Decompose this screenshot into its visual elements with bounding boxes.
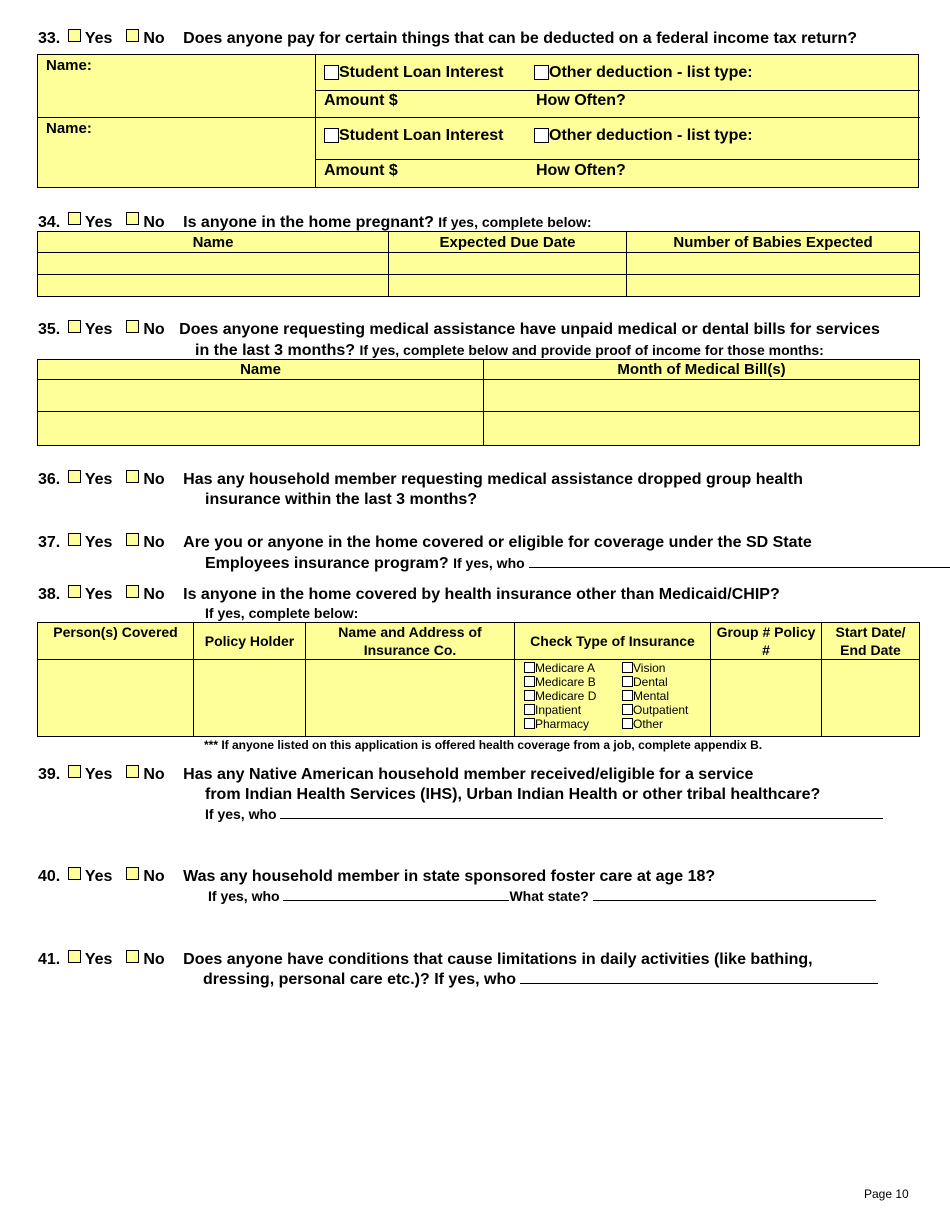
q35-header-name: Name bbox=[38, 360, 484, 380]
q38-type-option[interactable]: Outpatient bbox=[622, 703, 688, 717]
q33-yes-checkbox[interactable] bbox=[68, 29, 81, 42]
q33-name-label-1: Name: bbox=[46, 57, 92, 74]
q38-number: 38. bbox=[38, 586, 61, 603]
q40-line2 bbox=[208, 887, 876, 904]
q39-line bbox=[38, 765, 753, 785]
q33-other-deduction-checkbox-2[interactable] bbox=[534, 128, 549, 143]
q36-yes-label: Yes bbox=[84, 471, 113, 488]
table-row bbox=[38, 253, 920, 275]
q34-question: Is anyone in the home pregnant? bbox=[183, 214, 434, 231]
q39-yes-checkbox[interactable] bbox=[68, 765, 81, 778]
q40-state-label: What state? bbox=[509, 888, 589, 904]
checkbox-icon[interactable] bbox=[622, 690, 633, 701]
q38-type-option[interactable]: Medicare D bbox=[524, 689, 596, 703]
q38-cell[interactable] bbox=[38, 660, 194, 737]
q35-cell[interactable] bbox=[38, 380, 484, 412]
checkbox-icon[interactable] bbox=[524, 662, 535, 673]
q36-line bbox=[38, 470, 803, 490]
q40-line bbox=[38, 867, 715, 887]
q37-line bbox=[38, 533, 812, 553]
q38-footnote: *** If anyone listed on this application is offered health coverage from a job, complete appendix B. bbox=[204, 738, 763, 752]
q34-cell[interactable] bbox=[627, 275, 920, 297]
q33-other-deduction-checkbox-1[interactable] bbox=[534, 65, 549, 80]
q34-cell[interactable] bbox=[627, 253, 920, 275]
q37-yes-checkbox[interactable] bbox=[68, 533, 81, 546]
q39-yes-label: Yes bbox=[84, 766, 113, 783]
q37-who-field[interactable] bbox=[529, 554, 950, 568]
q41-line bbox=[38, 950, 813, 970]
q38-yes-checkbox[interactable] bbox=[68, 585, 81, 598]
q37-no-label: No bbox=[143, 534, 165, 551]
q34-cell[interactable] bbox=[38, 253, 389, 275]
q35-yes-label: Yes bbox=[84, 321, 113, 338]
q34-number: 34. bbox=[38, 214, 61, 231]
q35-cell[interactable] bbox=[484, 412, 920, 446]
q34-cell[interactable] bbox=[38, 275, 389, 297]
q39-no-label: No bbox=[143, 766, 165, 783]
q34-cell[interactable] bbox=[389, 275, 627, 297]
q38-header-persons: Person(s) Covered bbox=[38, 623, 194, 660]
q33-line bbox=[38, 29, 857, 49]
q40-note: If yes, who bbox=[208, 888, 280, 904]
q40-no-checkbox[interactable] bbox=[126, 867, 139, 880]
checkbox-icon[interactable] bbox=[622, 676, 633, 687]
q38-cell[interactable] bbox=[822, 660, 920, 737]
q33-student-loan-label-1: Student Loan Interest bbox=[339, 64, 504, 81]
q38-type-option[interactable]: Other bbox=[622, 717, 688, 731]
q38-header-dates: Start Date/ End Date bbox=[822, 623, 920, 660]
checkbox-icon[interactable] bbox=[524, 676, 535, 687]
q33-amount-row-2[interactable] bbox=[316, 160, 920, 188]
q33-type-row-1 bbox=[316, 55, 920, 91]
q38-header-insurance-co: Name and Address of Insurance Co. bbox=[306, 623, 515, 660]
q37-yes-label: Yes bbox=[84, 534, 113, 551]
q33-amount-label-1: Amount $ bbox=[324, 92, 398, 109]
q38-type-option[interactable]: Medicare B bbox=[524, 675, 596, 689]
q40-no-label: No bbox=[143, 868, 165, 885]
q33-number: 33. bbox=[38, 30, 61, 47]
q33-deduction-box bbox=[37, 54, 919, 188]
q34-yes-label: Yes bbox=[84, 214, 113, 231]
q39-question-line2: from Indian Health Services (IHS), Urban Indian Health or other tribal healthcare? bbox=[205, 786, 821, 803]
q38-types-right bbox=[622, 661, 688, 731]
q35-header-month: Month of Medical Bill(s) bbox=[484, 360, 920, 380]
checkbox-icon[interactable] bbox=[622, 704, 633, 715]
table-row bbox=[38, 412, 920, 446]
q41-line2 bbox=[203, 970, 878, 990]
q33-name-cell-1[interactable] bbox=[38, 55, 316, 118]
q38-type-option[interactable]: Pharmacy bbox=[524, 717, 596, 731]
q35-note: If yes, complete below and provide proof of income for those months: bbox=[359, 342, 824, 358]
q38-cell[interactable] bbox=[194, 660, 306, 737]
q35-question-line1: Does anyone requesting medical assistance have unpaid medical or dental bills for services bbox=[179, 321, 880, 338]
q33-other-deduction-label-1: Other deduction - list type: bbox=[549, 64, 753, 81]
q41-number: 41. bbox=[38, 951, 61, 968]
q34-yes-checkbox[interactable] bbox=[68, 212, 81, 225]
q38-type-option[interactable]: Inpatient bbox=[524, 703, 596, 717]
q39-note: If yes, who bbox=[205, 806, 277, 822]
q38-no-label: No bbox=[143, 586, 165, 603]
q36-no-label: No bbox=[143, 471, 165, 488]
table-row bbox=[38, 275, 920, 297]
q34-line bbox=[38, 212, 592, 233]
q34-header-due-date: Expected Due Date bbox=[389, 232, 627, 253]
q38-type-option[interactable]: Vision bbox=[622, 661, 688, 675]
checkbox-icon[interactable] bbox=[622, 718, 633, 729]
q39-who-field[interactable] bbox=[280, 805, 883, 819]
q33-student-loan-label-2: Student Loan Interest bbox=[339, 127, 504, 144]
q38-yes-label: Yes bbox=[84, 586, 113, 603]
q35-line2 bbox=[195, 340, 824, 361]
q34-pregnancy-table bbox=[37, 231, 920, 297]
page-number: Page 10 bbox=[864, 1187, 909, 1201]
q33-name-cell-2[interactable] bbox=[38, 118, 316, 188]
q34-no-checkbox[interactable] bbox=[126, 212, 139, 225]
q38-insurance-table bbox=[37, 622, 920, 737]
q41-question-line2: dressing, personal care etc.)? If yes, who bbox=[203, 971, 516, 988]
q33-student-loan-checkbox-1[interactable] bbox=[324, 65, 339, 80]
checkbox-icon[interactable] bbox=[524, 690, 535, 701]
q37-number: 37. bbox=[38, 534, 61, 551]
q36-question-line2: insurance within the last 3 months? bbox=[205, 491, 478, 508]
q35-number: 35. bbox=[38, 321, 61, 338]
q40-yes-checkbox[interactable] bbox=[68, 867, 81, 880]
q33-question: Does anyone pay for certain things that can be deducted on a federal income tax return? bbox=[183, 30, 858, 47]
q35-cell[interactable] bbox=[484, 380, 920, 412]
q37-question-line2: Employees insurance program? bbox=[205, 555, 449, 572]
q36-number: 36. bbox=[38, 471, 61, 488]
q39-line3 bbox=[205, 805, 883, 822]
q35-no-checkbox[interactable] bbox=[126, 320, 139, 333]
q38-type-cell bbox=[515, 660, 711, 737]
q36-question-line1: Has any household member requesting medical assistance dropped group health bbox=[183, 471, 803, 488]
q40-state-field[interactable] bbox=[593, 887, 876, 901]
q41-who-field[interactable] bbox=[520, 970, 878, 984]
q38-type-option[interactable]: Mental bbox=[622, 689, 688, 703]
q34-note: If yes, complete below: bbox=[438, 214, 592, 230]
q33-amount-row-1[interactable] bbox=[316, 91, 920, 118]
q33-yes-label: Yes bbox=[84, 30, 113, 47]
q41-no-checkbox[interactable] bbox=[126, 950, 139, 963]
q33-other-deduction-label-2: Other deduction - list type: bbox=[549, 127, 753, 144]
q35-line bbox=[38, 320, 880, 340]
q37-question-line1: Are you or anyone in the home covered or eligible for coverage under the SD State bbox=[183, 534, 812, 551]
q37-line2 bbox=[205, 553, 950, 574]
q33-no-label: No bbox=[143, 30, 165, 47]
q35-medical-bills-table bbox=[37, 359, 920, 446]
q40-who-field[interactable] bbox=[283, 887, 509, 901]
q34-cell[interactable] bbox=[389, 253, 627, 275]
q41-no-label: No bbox=[143, 951, 165, 968]
checkbox-icon[interactable] bbox=[524, 718, 535, 729]
q36-yes-checkbox[interactable] bbox=[68, 470, 81, 483]
q34-no-label: No bbox=[143, 214, 165, 231]
q38-type-option[interactable]: Medicare A bbox=[524, 661, 596, 675]
q38-header-group: Group # Policy # bbox=[711, 623, 822, 660]
checkbox-icon[interactable] bbox=[524, 704, 535, 715]
checkbox-icon[interactable] bbox=[622, 662, 633, 673]
q33-name-label-2: Name: bbox=[46, 120, 92, 137]
q33-how-often-label-2: How Often? bbox=[536, 162, 626, 179]
q36-no-checkbox[interactable] bbox=[126, 470, 139, 483]
q37-no-checkbox[interactable] bbox=[126, 533, 139, 546]
q40-yes-label: Yes bbox=[84, 868, 113, 885]
q35-yes-checkbox[interactable] bbox=[68, 320, 81, 333]
q38-type-option[interactable]: Dental bbox=[622, 675, 688, 689]
q33-no-checkbox[interactable] bbox=[126, 29, 139, 42]
q34-header-babies: Number of Babies Expected bbox=[627, 232, 920, 253]
q39-number: 39. bbox=[38, 766, 61, 783]
q35-question-line2: in the last 3 months? bbox=[195, 342, 356, 359]
q34-header-name: Name bbox=[38, 232, 389, 253]
q39-question-line1: Has any Native American household member received/eligible for a service bbox=[183, 766, 754, 783]
q41-yes-label: Yes bbox=[84, 951, 113, 968]
q41-yes-checkbox[interactable] bbox=[68, 950, 81, 963]
q38-cell[interactable] bbox=[306, 660, 515, 737]
q38-header-type: Check Type of Insurance bbox=[515, 623, 711, 660]
q38-types-left bbox=[524, 661, 596, 731]
table-row bbox=[38, 380, 920, 412]
q40-number: 40. bbox=[38, 868, 61, 885]
q38-question: Is anyone in the home covered by health insurance other than Medicaid/CHIP? bbox=[183, 586, 780, 603]
q37-note: If yes, who bbox=[453, 555, 525, 571]
q33-type-row-2 bbox=[316, 118, 920, 160]
q38-cell[interactable] bbox=[711, 660, 822, 737]
q33-how-often-label-1: How Often? bbox=[536, 92, 626, 109]
q39-no-checkbox[interactable] bbox=[126, 765, 139, 778]
q38-no-checkbox[interactable] bbox=[126, 585, 139, 598]
q33-amount-label-2: Amount $ bbox=[324, 162, 398, 179]
q38-note: If yes, complete below: bbox=[205, 605, 359, 621]
q38-line bbox=[38, 585, 780, 605]
q33-student-loan-checkbox-2[interactable] bbox=[324, 128, 339, 143]
table-row bbox=[38, 660, 920, 737]
q35-no-label: No bbox=[143, 321, 165, 338]
q38-header-policy-holder: Policy Holder bbox=[194, 623, 306, 660]
q41-question-line1: Does anyone have conditions that cause limitations in daily activities (like bathing, bbox=[183, 951, 813, 968]
q35-cell[interactable] bbox=[38, 412, 484, 446]
q40-question: Was any household member in state sponsored foster care at age 18? bbox=[183, 868, 716, 885]
